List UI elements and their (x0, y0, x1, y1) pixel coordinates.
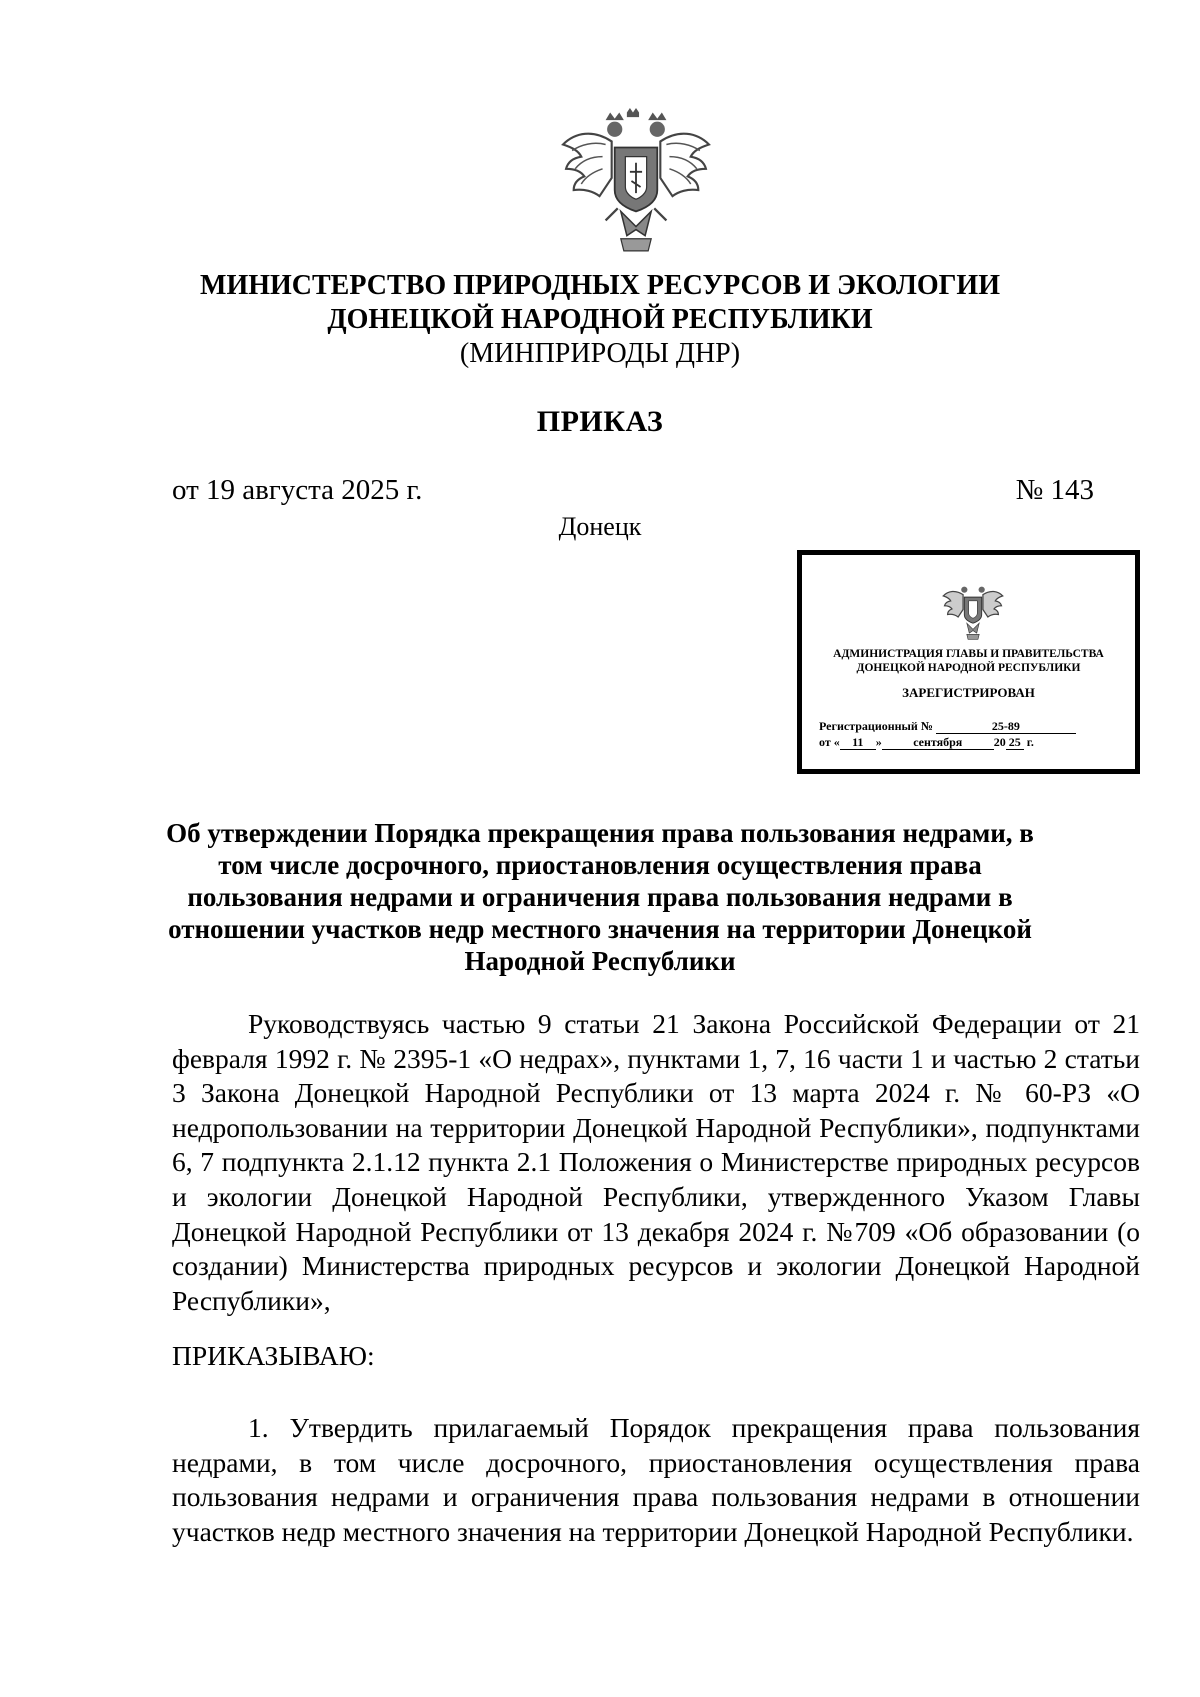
ministry-name-line-2: ДОНЕЦКОЙ НАРОДНОЙ РЕСПУБЛИКИ (327, 304, 873, 335)
stamp-org-line-2: ДОНЕЦКОЙ НАРОДНОЙ РЕСПУБЛИКИ (856, 662, 1081, 674)
stamp-reg-value: 25-89 (936, 719, 1076, 734)
stamp-day-suffix: » (875, 735, 882, 749)
order-word: ПРИКАЗЫВАЮ: (172, 1340, 375, 1371)
document-number: № 143 (1015, 474, 1094, 506)
document-title: Об утверждении Порядка прекращения права пользования недрами, в том числе досрочного, приостановления осуществления права пользования недрами и ограничения права пользования недрами в отношении участков недр местного значения на территории Донецкой Народной Республики (166, 818, 1034, 976)
ministry-short-name: (МИНПРИРОДЫ ДНР) (459, 338, 741, 369)
document-city: Донецк (558, 512, 642, 541)
coat-of-arms-icon (942, 581, 1004, 643)
registration-stamp (797, 550, 1140, 774)
coat-of-arms-graphic (560, 108, 712, 260)
stamp-day: 11 (840, 735, 876, 750)
stamp-year-prefix: 20 (993, 735, 1006, 749)
stamp-org-line-1: АДМИНИСТРАЦИЯ ГЛАВЫ И ПРАВИТЕЛЬСТВА (833, 648, 1104, 660)
stamp-registration-number (819, 718, 1076, 734)
stamp-status: ЗАРЕГИСТРИРОВАН (902, 685, 1035, 700)
preamble-paragraph: Руководствуясь частью 9 статьи 21 Закона Российской Федерации от 21 февраля 1992 г. № 2395-1 «О недрах», пунктами 1, 7, 16 части 1 и частью 2 статьи 3 Закона Донецкой Народной Республики от 13 марта 2024 г. № 60-РЗ «О недропользовании на территории Донецкой Народной Республики», подпунктами 6, 7 подпункта 2.1.12 пункта 2.1 Положения о Министерстве природных ресурсов и экологии Донецкой Народной Республики, утвержденного Указом Главы Донецкой Народной Республики от 13 декабря 2024 г. №709 «Об образовании (о создании) Министерства природных ресурсов и экологии Донецкой Народной Республики», (172, 1008, 1140, 1316)
document-date: от 19 августа 2025 г. (172, 474, 423, 506)
order-item-1: 1. Утвердить прилагаемый Порядок прекращения права пользования недрами, в том числе досрочного, приостановления осуществления права пользования недрами и ограничения права пользования недрами в отношении участков недр местного значения на территории Донецкой Народной Республики. (172, 1412, 1140, 1547)
stamp-coat-of-arms-graphic (942, 581, 1004, 643)
stamp-registration-date (819, 734, 1034, 750)
stamp-year: 25 (1006, 735, 1024, 750)
coat-of-arms-icon (560, 108, 712, 260)
stamp-date-prefix: от « (819, 735, 840, 749)
ministry-name-line-1: МИНИСТЕРСТВО ПРИРОДНЫХ РЕСУРСОВ И ЭКОЛОГИИ (200, 270, 1000, 301)
document-type: ПРИКАЗ (536, 405, 664, 438)
stamp-year-suffix: г. (1026, 735, 1034, 749)
stamp-month: сентября (882, 735, 994, 750)
stamp-reg-label: Регистрационный № (819, 719, 933, 733)
